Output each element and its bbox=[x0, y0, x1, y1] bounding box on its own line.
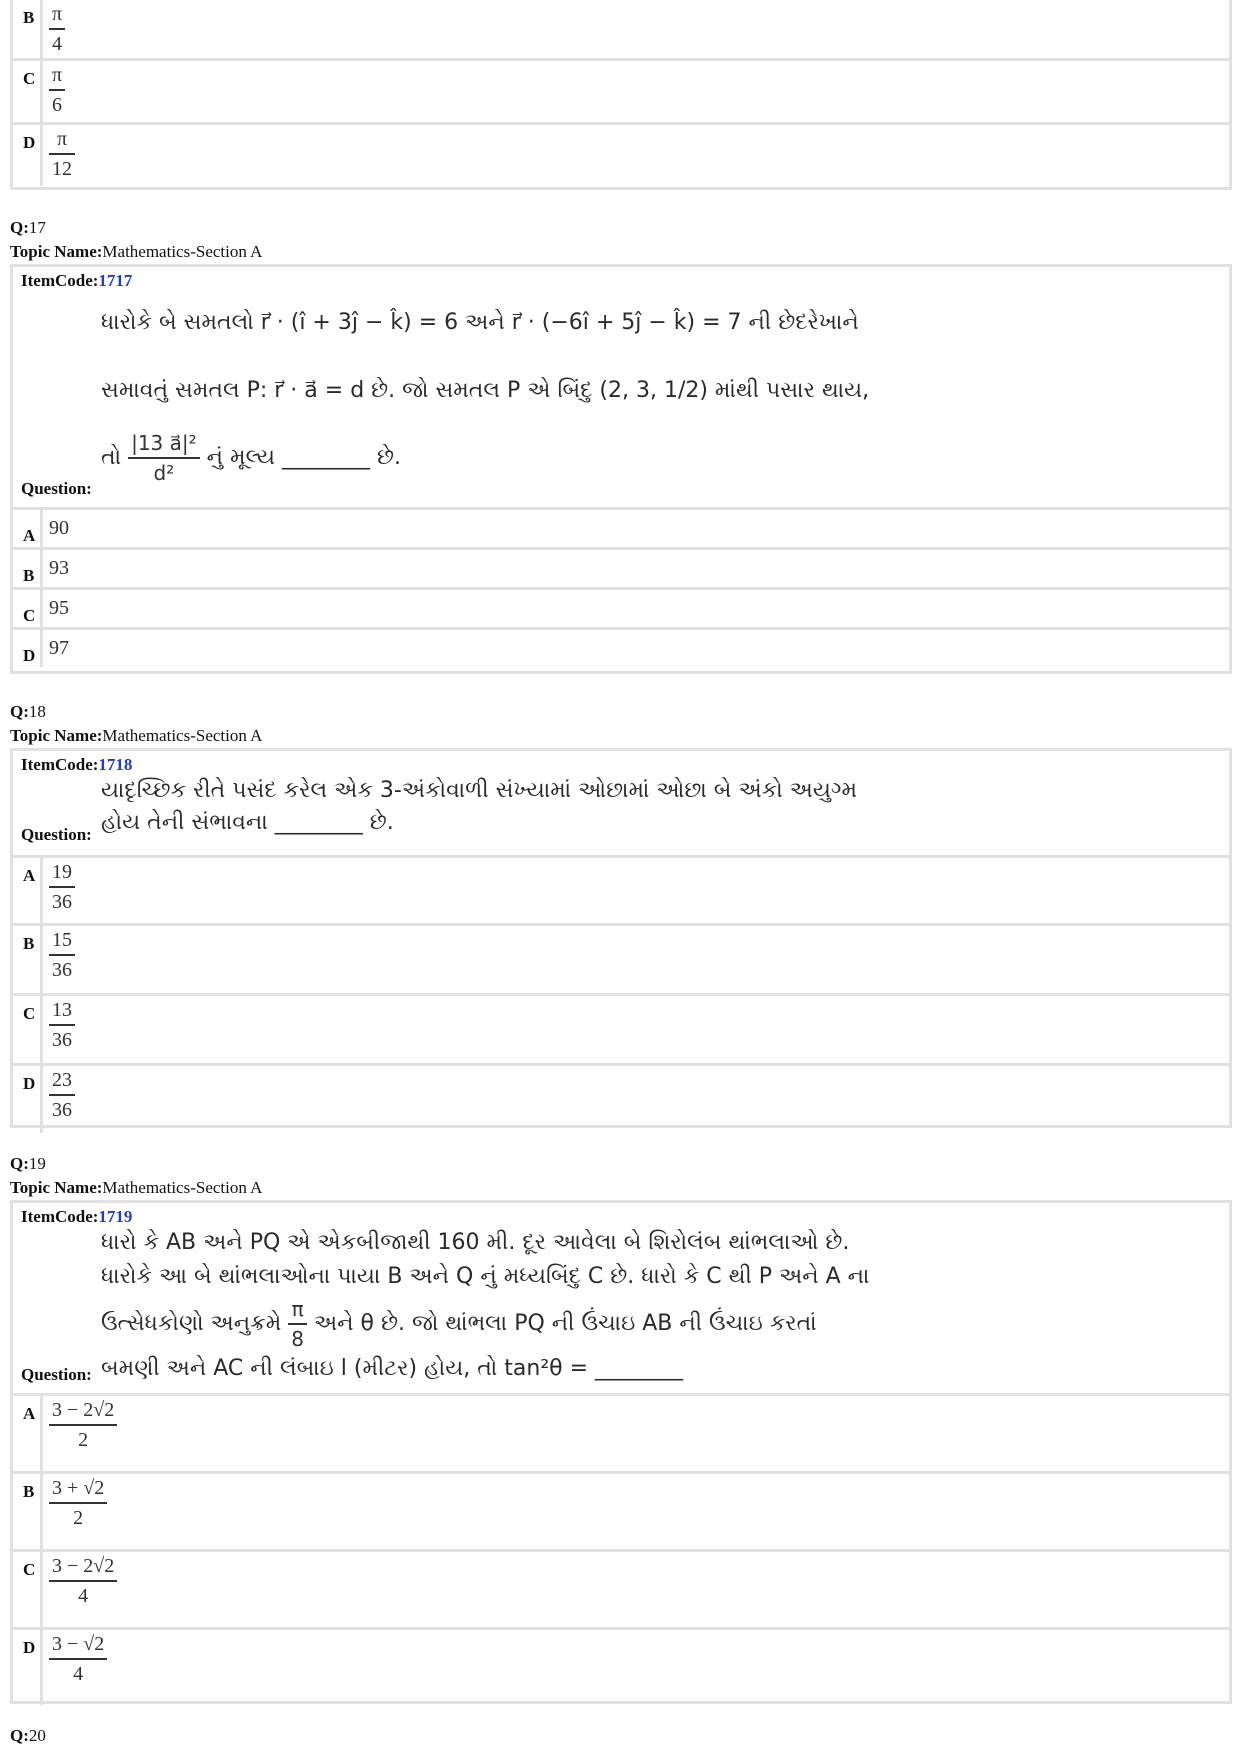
topic-name: Topic Name:Mathematics-Section A bbox=[10, 726, 263, 745]
option-row[interactable] bbox=[13, 1552, 1229, 1630]
option-row[interactable] bbox=[13, 550, 1229, 590]
question-number: Q:17 bbox=[10, 218, 46, 237]
option-fraction: $\frac{13}{36}$ bbox=[49, 996, 75, 1054]
option-letter: C bbox=[13, 996, 43, 1063]
option-fraction: $\frac{\pi}{6}$ bbox=[49, 61, 65, 119]
question-fraction: $\frac{\text{|13 a⃗|²}}{\text{d²}}$ bbox=[128, 429, 200, 487]
q16-options-box bbox=[10, 0, 1232, 190]
option-letter: B bbox=[13, 0, 43, 58]
option-value: 93 bbox=[49, 557, 69, 579]
option-fraction: $\frac{3 - 2√2}{2}$ bbox=[49, 1396, 117, 1454]
option-fraction: $\frac{15}{36}$ bbox=[49, 926, 75, 984]
question-text-line: ધારોકે બે સમતલો r⃗ · (î + 3ĵ − k̂) = 6 અને r⃗ · (−6î + 5ĵ − k̂) = 7 ની છેદરેખાને bbox=[101, 310, 859, 335]
option-fraction: $\frac{3 - √2}{4}$ bbox=[49, 1630, 107, 1688]
option-letter: D bbox=[13, 1066, 43, 1133]
question-text-line: ધારોકે આ બે થાંભલાઓના પાયા B અને Q નું મધ્યબિંદુ C છે. ધારો કે C થી P અને A ના bbox=[101, 1264, 870, 1289]
option-value: 97 bbox=[49, 637, 69, 659]
option-row[interactable] bbox=[13, 630, 1229, 667]
option-row[interactable] bbox=[13, 1396, 1229, 1474]
option-row[interactable] bbox=[13, 61, 1229, 125]
option-fraction: $\frac{3 - 2√2}{4}$ bbox=[49, 1552, 117, 1610]
topic-name: Topic Name:Mathematics-Section A bbox=[10, 1178, 263, 1197]
option-value: 95 bbox=[49, 597, 69, 619]
question-panel bbox=[13, 1203, 1229, 1396]
option-letter: D bbox=[13, 125, 43, 186]
question-panel bbox=[13, 751, 1229, 858]
option-letter: D bbox=[13, 630, 43, 667]
option-row[interactable] bbox=[13, 1630, 1229, 1705]
option-letter: D bbox=[13, 1630, 43, 1705]
option-row[interactable] bbox=[13, 1066, 1229, 1133]
q18-box bbox=[10, 748, 1232, 1128]
question-number: Q:18 bbox=[10, 702, 46, 721]
item-code: ItemCode:1717 bbox=[21, 271, 133, 290]
question-text-line: હોય તેની સંભાવના ________ છે. bbox=[101, 810, 394, 835]
question-text-line: યાદૃચ્છિક રીતે પસંદ કરેલ એક 3-અંકોવાળી સંખ્યામાં ઓછામાં ઓછા બે અંકો અયુગ્મ bbox=[101, 778, 857, 803]
option-row[interactable] bbox=[13, 510, 1229, 550]
q19-box bbox=[10, 1200, 1232, 1704]
option-fraction: $\frac{\pi}{4}$ bbox=[49, 0, 65, 58]
option-letter: A bbox=[13, 858, 43, 923]
option-row[interactable] bbox=[13, 0, 1229, 61]
option-row[interactable] bbox=[13, 125, 1229, 186]
question-label: Question: bbox=[21, 1365, 92, 1384]
q17-box bbox=[10, 264, 1232, 674]
option-letter: A bbox=[13, 1396, 43, 1471]
topic-name: Topic Name:Mathematics-Section A bbox=[10, 242, 263, 261]
option-row[interactable] bbox=[13, 926, 1229, 996]
option-letter: B bbox=[13, 550, 43, 587]
option-value: 90 bbox=[49, 517, 69, 539]
option-fraction: $\frac{\pi}{12}$ bbox=[49, 125, 75, 183]
option-row[interactable] bbox=[13, 590, 1229, 630]
option-letter: C bbox=[13, 1552, 43, 1627]
question-label: Question: bbox=[21, 825, 92, 844]
option-row[interactable] bbox=[13, 858, 1229, 926]
option-letter: C bbox=[13, 61, 43, 122]
option-fraction: $\frac{23}{36}$ bbox=[49, 1066, 75, 1124]
item-code: ItemCode:1718 bbox=[21, 755, 133, 774]
question-text-line: ઉત્સેધકોણો અનુક્રમે $\frac{\pi}{8}$ અને θ છે. જો થાંભલા PQ ની ઉંચાઇ AB ની ઉંચાઇ કરતાં bbox=[101, 1297, 817, 1351]
option-letter: C bbox=[13, 590, 43, 627]
item-code: ItemCode:1719 bbox=[21, 1207, 133, 1226]
option-fraction: $\frac{19}{36}$ bbox=[49, 858, 75, 916]
option-row[interactable] bbox=[13, 996, 1229, 1066]
option-row[interactable] bbox=[13, 1474, 1229, 1552]
question-text-line: ધારો કે AB અને PQ એ એકબીજાથી 160 મી. દૂર આવેલા બે શિરોલંબ થાંભલાઓ છે. bbox=[101, 1230, 850, 1255]
option-letter: B bbox=[13, 1474, 43, 1549]
question-text-line: તો $\frac{\text{|13 a⃗|²}}{\text{d²}}$ નું મૂલ્ય ________ છે. bbox=[101, 431, 402, 485]
question-number: Q:19 bbox=[10, 1154, 46, 1173]
option-fraction: $\frac{3 + √2}{2}$ bbox=[49, 1474, 107, 1532]
question-text-line: બમણી અને AC ની લંબાઇ l (મીટર) હોય, તો tan²θ = ________ bbox=[101, 1356, 684, 1381]
question-number: Q:20 bbox=[10, 1726, 46, 1745]
question-text-line: સમાવતું સમતલ P: r⃗ · a⃗ = d છે. જો સમતલ P એ બિંદુ (2, 3, 1/2) માંથી પસાર થાય, bbox=[101, 378, 870, 403]
option-letter: A bbox=[13, 510, 43, 547]
question-fraction: $\frac{\pi}{8}$ bbox=[288, 1295, 307, 1353]
option-letter: B bbox=[13, 926, 43, 993]
question-panel bbox=[13, 267, 1229, 510]
question-label: Question: bbox=[21, 479, 92, 498]
